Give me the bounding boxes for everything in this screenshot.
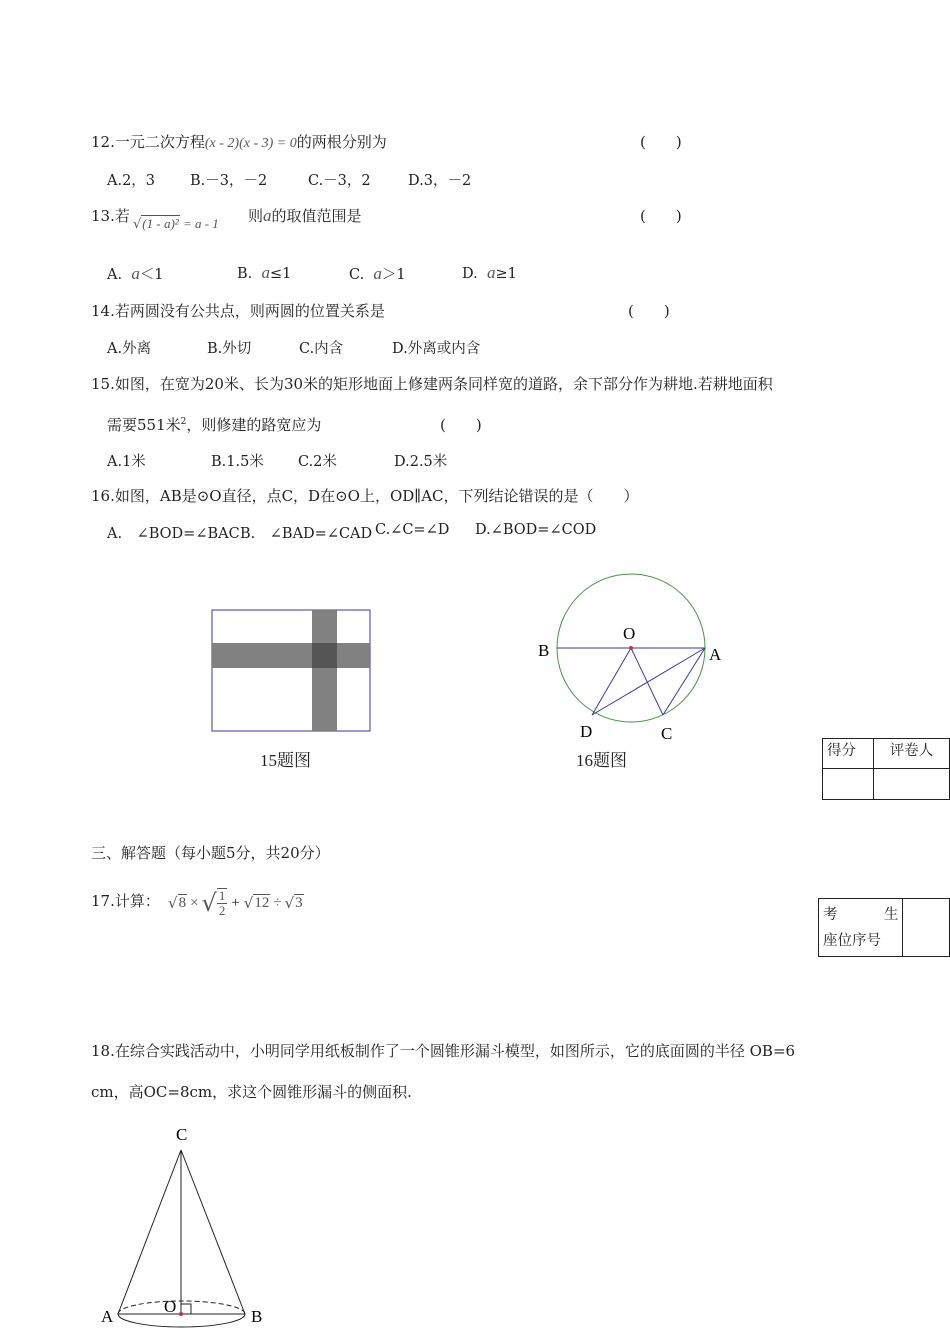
base-ellipse-front xyxy=(118,1314,245,1327)
cone-label-o: O xyxy=(164,1297,177,1316)
q15-stem-line2 xyxy=(107,414,321,435)
q17-divide: ÷ xyxy=(273,894,282,911)
label-o: O xyxy=(623,624,636,643)
segment-oc xyxy=(631,648,663,715)
q17-radicand-3: 3 xyxy=(295,895,303,911)
q12-equation: (x - 2)(x - 3) = 0 xyxy=(204,136,297,151)
q13-radicand: (1 - a)² xyxy=(142,216,179,231)
q12-text-before: 一元二次方程 xyxy=(114,133,205,151)
right-angle-mark xyxy=(181,1304,191,1314)
label-c: C xyxy=(661,724,673,743)
road-intersection xyxy=(312,643,337,668)
horizontal-road xyxy=(212,643,370,668)
q15-question-text: ，则修建的路宽应为 xyxy=(186,416,322,434)
q14-answer-blank: ( ) xyxy=(628,302,670,320)
q13-text-mid: 则 xyxy=(248,207,264,225)
q15-option-c: C.2米 xyxy=(298,454,337,470)
field-rectangle xyxy=(212,610,370,731)
q13-text-after: 的取值范围是 xyxy=(271,207,362,225)
grader-cell[interactable] xyxy=(874,769,950,800)
q12-number: 12. xyxy=(91,133,115,151)
figure-18-cone-diagram xyxy=(95,1118,275,1340)
segment-od xyxy=(592,648,631,715)
q17-frac-num: 1 xyxy=(218,888,226,903)
q17-plus: + xyxy=(231,894,240,911)
q13-text-before: 若 xyxy=(114,207,130,225)
q13-option-a: A. a＜1 xyxy=(107,264,164,283)
q17-expression: √ 8 × √ $\frac{1}{2}$ + √ 12 ÷ √ 3 xyxy=(168,888,303,918)
q16-option-a: A. ∠BOD=∠BAC xyxy=(107,526,240,542)
q13-variable: a xyxy=(263,206,272,225)
q15-answer-blank: ( ) xyxy=(440,416,482,434)
seat-number-cell[interactable] xyxy=(903,899,950,957)
q14-option-b: B.外切 xyxy=(207,341,252,357)
section-3-title: 三、解答题（每小题5分，共20分） xyxy=(91,844,330,862)
q12-option-c: C.－3，2 xyxy=(308,173,371,189)
cone-label-b: B xyxy=(251,1307,263,1326)
q12-stem xyxy=(91,131,387,152)
grader-header: 评卷人 xyxy=(874,739,950,769)
q17-radicand-8: 8 xyxy=(178,895,187,911)
seat-label-sheng: 生 xyxy=(883,906,899,923)
q15-option-d: D.2.5米 xyxy=(394,454,448,470)
q15-area-text: 需要551米 xyxy=(107,416,181,434)
figure-16-caption: 16题图 xyxy=(576,751,627,770)
seat-label-kao: 考 xyxy=(823,906,838,923)
score-table xyxy=(822,738,950,800)
chord-ac xyxy=(663,648,705,715)
q14-option-c: C.内含 xyxy=(299,341,344,357)
q17-fraction xyxy=(217,888,228,918)
q15-stem-line1: 15.如图，在宽为20米、长为30米的矩形地面上修建两条同样宽的道路，余下部分作为耕地.若耕地面积 xyxy=(91,375,773,393)
q13-option-d: D. a≥1 xyxy=(462,263,517,282)
chord-ad xyxy=(592,648,705,715)
q14-stem: 14.若两圆没有公共点，则两圆的位置关系是 xyxy=(91,302,385,320)
figure-15-field-diagram xyxy=(205,603,380,738)
label-b: B xyxy=(538,641,550,660)
q18-stem-line2: cm，高OC=8cm，求这个圆锥形漏斗的侧面积. xyxy=(91,1083,412,1101)
score-cell[interactable] xyxy=(823,769,874,800)
q12-option-b: B.－3，－2 xyxy=(190,173,268,189)
q12-option-d: D.3，－2 xyxy=(408,173,472,189)
q17-radicand-12: 12 xyxy=(254,895,270,911)
q13-number: 13. xyxy=(91,207,115,225)
q13-stem-tail xyxy=(248,205,362,226)
q17-prefix: 17.计算： xyxy=(91,892,160,910)
q13-radical-expression: √(1 - a)² = a - 1 xyxy=(133,216,219,232)
q13-option-b: B. a≤1 xyxy=(237,263,292,282)
q13-answer-blank: ( ) xyxy=(640,207,682,225)
figure-16-circle-diagram xyxy=(530,568,730,748)
q16-option-c: C.∠C=∠D xyxy=(375,522,450,538)
vertical-road xyxy=(312,610,337,731)
score-header: 得分 xyxy=(823,739,874,769)
label-d: D xyxy=(580,722,593,741)
q16-stem: 16.如图，AB是⊙O直径，点C，D在⊙O上，OD∥AC，下列结论错误的是（ ） xyxy=(91,487,639,505)
figure-15-caption: 15题图 xyxy=(260,751,311,770)
q13-equation-rest: = a - 1 xyxy=(182,216,219,231)
seat-number-table xyxy=(818,898,950,957)
seat-label-cell xyxy=(819,899,903,957)
q13-option-c: C. a＞1 xyxy=(349,264,406,283)
q15-superscript: 2 xyxy=(180,417,187,427)
q12-answer-blank: ( ) xyxy=(640,133,682,151)
q14-option-d: D.外离或内含 xyxy=(392,341,481,357)
cone-edge-left xyxy=(118,1150,181,1314)
q15-option-b: B.1.5米 xyxy=(211,454,264,470)
q12-option-a: A.2，3 xyxy=(107,173,156,189)
cone-edge-right xyxy=(181,1150,245,1314)
seat-label-line2: 座位序号 xyxy=(823,932,881,949)
q16-option-d: D.∠BOD=∠COD xyxy=(475,522,597,538)
q16-option-b: B. ∠BAD=∠CAD xyxy=(240,526,373,542)
q15-option-a: A.1米 xyxy=(107,454,146,470)
q14-option-a: A.外离 xyxy=(107,341,152,357)
center-point-o xyxy=(629,646,633,650)
q17-frac-den: 2 xyxy=(218,903,226,918)
q13-stem xyxy=(91,205,130,226)
q18-stem-line1: 18.在综合实践活动中，小明同学用纸板制作了一个圆锥形漏斗模型，如图所示，它的底面圆的半径 OB=6 xyxy=(91,1042,796,1060)
q17-times: × xyxy=(190,894,199,911)
cone-label-c: C xyxy=(176,1125,188,1144)
cone-label-a: A xyxy=(101,1307,114,1326)
label-a: A xyxy=(709,645,722,664)
base-center-o xyxy=(179,1312,183,1316)
q12-text-after: 的两根分别为 xyxy=(296,133,387,151)
